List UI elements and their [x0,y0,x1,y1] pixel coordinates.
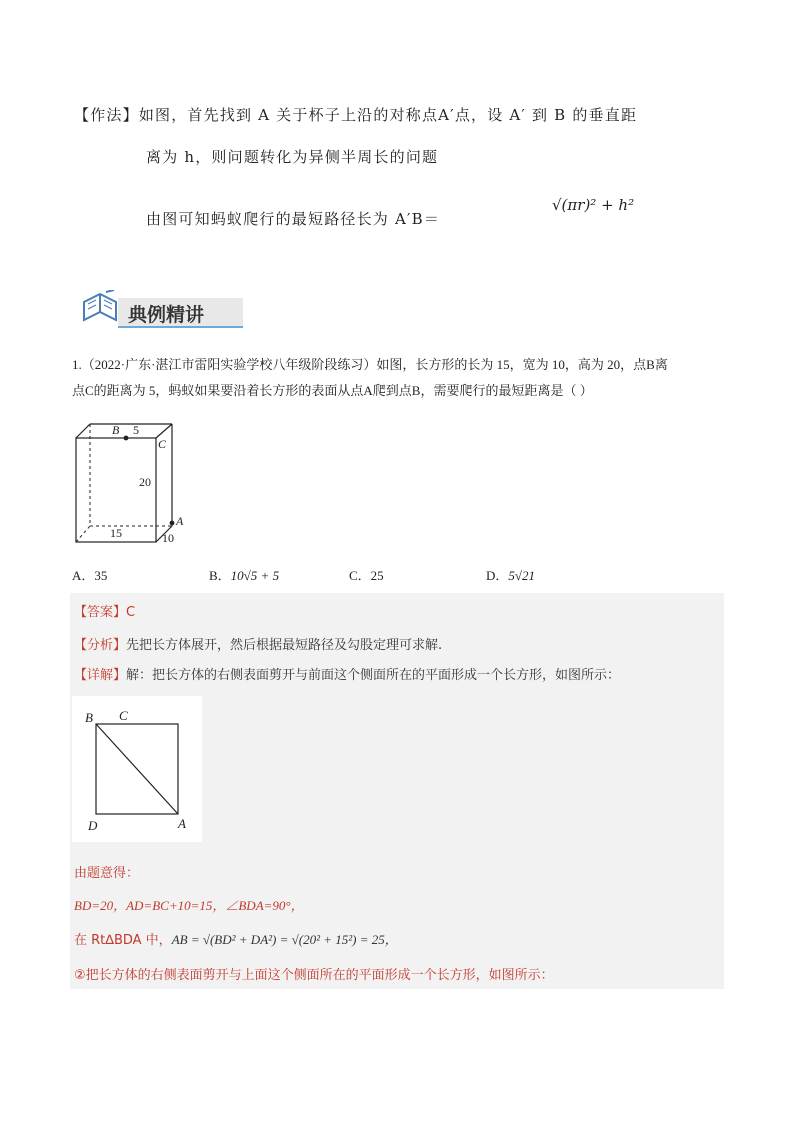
section-title: 典例精讲 [128,304,205,326]
method-line-1 [74,104,734,126]
analysis-label: 【分析】 [74,638,127,653]
figure-box [70,418,200,550]
point-b [124,436,129,441]
figure-unfolded [72,696,202,842]
step-3 [74,929,398,948]
choice-d[interactable]: D．5√21 [486,568,536,583]
question-text [72,352,724,404]
point-a [170,521,175,526]
step-4: ②把长方体的右侧表面剪开与上面这个侧面所在的平面形成一个长方形，如图所示： [74,968,554,983]
detail-row [74,664,620,683]
detail-text: 解：把长方体的右侧表面剪开与前面这个侧面所在的平面形成一个长方形，如图所示： [126,668,621,683]
method-formula: √(πr)² + h² [552,196,635,214]
choice-c[interactable]: C．25 [349,568,384,583]
analysis-text: 先把长方体展开，然后根据最短路径及勾股定理可求解. [126,638,443,653]
fig2-label-a: A [178,816,186,831]
label-5: 5 [133,423,139,437]
answer-label: 【答案】 [74,605,127,620]
answer-row [74,601,135,620]
choice-b[interactable]: B．10√5 + 5 [209,568,280,583]
label-a: A [176,514,184,528]
question-line-1: 1.（2022·广东·湛江市雷阳实验学校八年级阶段练习）如图，长方形的长为 15，宽为 10，高为 20，点B离 [72,357,668,372]
method-line-3: 由图可知蚂蚁爬行的最短路径长为 A′B＝ [146,210,441,228]
choice-a[interactable]: A．35 [72,568,108,583]
analysis-row [74,634,442,653]
fig2-label-b: B [85,710,93,725]
detail-label: 【详解】 [74,668,127,683]
label-b: B [112,423,120,437]
question-line-2: 点C的距离为 5，蚂蚁如果要沿着长方形的表面从点A爬到点B，需要爬行的最短距离是（ ） [72,383,593,398]
step-2: BD=20，AD=BC+10=15，∠BDA=90°， [74,898,304,913]
label-20: 20 [139,475,151,489]
step-3-formula: AB = √(BD² + DA²) = √(20² + 15²) = 25， [171,932,398,947]
book-icon [84,290,116,320]
answer-value: C [126,605,136,620]
fig2-label-c: C [119,708,128,723]
step-1: 由题意得： [74,866,140,881]
label-10: 10 [162,531,174,545]
method-text-1: 如图，首先找到 A 关于杯子上沿的对称点A′点，设 A′ 到 B 的垂直距 [138,106,638,124]
fig2-label-d: D [88,818,98,833]
method-line-2: 离为 h，则问题转化为异侧半周长的问题 [146,148,439,166]
label-15: 15 [110,526,122,540]
step-3-prefix: 在 Rt∆BDA 中， [74,933,172,948]
label-c: C [158,437,167,451]
method-label: 【作法】 [74,106,139,124]
